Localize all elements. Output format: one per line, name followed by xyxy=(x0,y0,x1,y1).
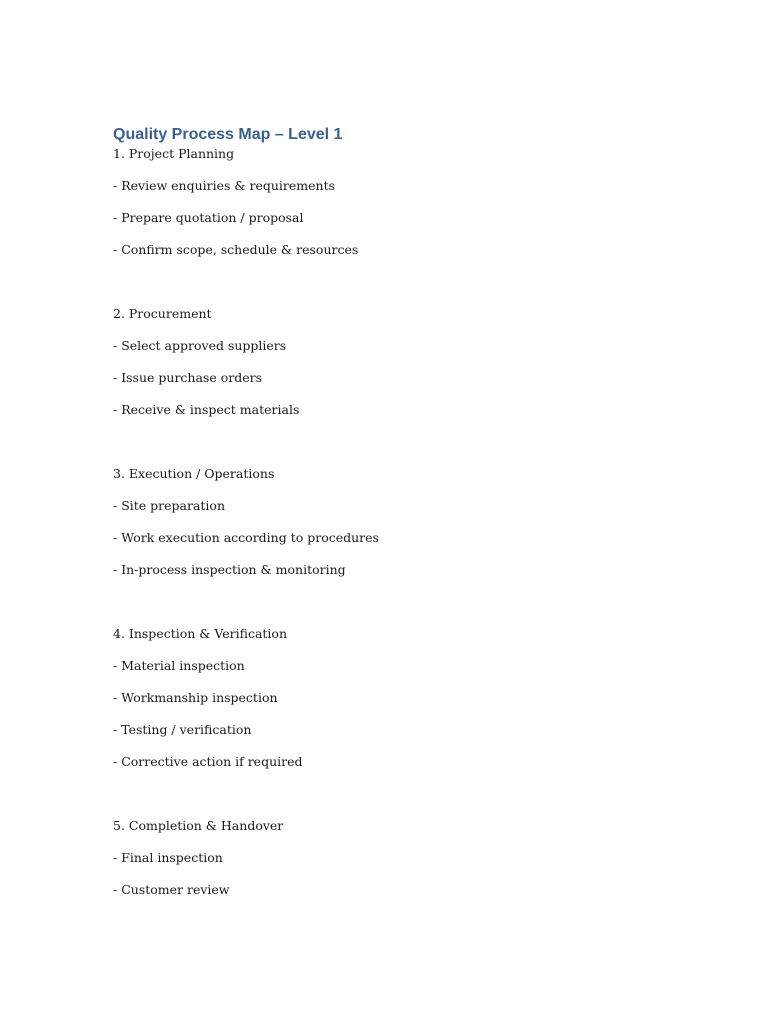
document-page xyxy=(113,124,673,914)
list-item: - Select approved suppliers xyxy=(113,338,287,353)
section-heading: 3. Execution / Operations xyxy=(113,466,275,481)
section-project-planning xyxy=(113,146,673,258)
section-inspection-verification xyxy=(113,626,673,770)
list-item: - Workmanship inspection xyxy=(113,690,278,705)
section-spacer xyxy=(113,434,673,466)
list-item: - Issue purchase orders xyxy=(113,370,262,385)
list-item: - Prepare quotation / proposal xyxy=(113,210,304,225)
section-spacer xyxy=(113,594,673,626)
list-item: - Corrective action if required xyxy=(113,754,303,769)
section-completion-handover xyxy=(113,818,673,898)
list-item: - Material inspection xyxy=(113,658,245,673)
section-heading: 1. Project Planning xyxy=(113,146,235,161)
section-spacer xyxy=(113,274,673,306)
section-procurement xyxy=(113,306,673,418)
list-item: - Site preparation xyxy=(113,498,226,513)
list-item: - Customer review xyxy=(113,882,230,897)
list-item: - Final inspection xyxy=(113,850,223,865)
section-execution-operations xyxy=(113,466,673,578)
document-title: Quality Process Map – Level 1 xyxy=(113,126,343,143)
section-spacer xyxy=(113,786,673,818)
section-heading: 4. Inspection & Verification xyxy=(113,626,288,641)
list-item: - Work execution according to procedures xyxy=(113,530,379,545)
list-item: - Confirm scope, schedule & resources xyxy=(113,242,359,257)
section-heading: 2. Procurement xyxy=(113,306,212,321)
list-item: - Review enquiries & requirements xyxy=(113,178,336,193)
list-item: - In-process inspection & monitoring xyxy=(113,562,346,577)
section-heading: 5. Completion & Handover xyxy=(113,818,284,833)
list-item: - Testing / verification xyxy=(113,722,252,737)
list-item: - Receive & inspect materials xyxy=(113,402,300,417)
